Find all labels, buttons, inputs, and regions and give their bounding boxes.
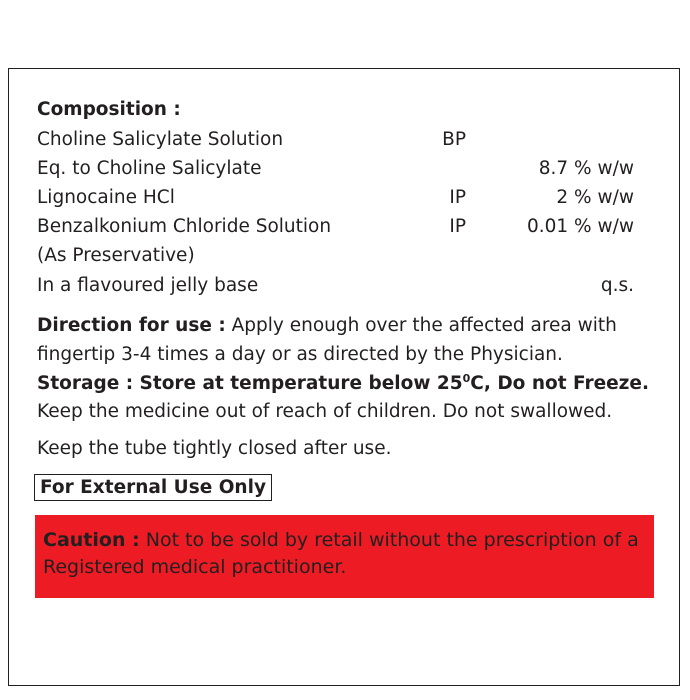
ingredient-name: In a flavoured jelly base [37, 275, 259, 296]
storage-suffix: C, Do not Freeze. [470, 373, 650, 394]
ingredient-name: Choline Salicylate Solution [37, 129, 284, 150]
composition-heading: Composition : [37, 99, 181, 120]
ingredient-quantity: 0.01 % w/w [526, 216, 634, 237]
ingredient-note: (As Preservative) [37, 245, 195, 266]
ingredient-standard: IP [449, 216, 466, 237]
caution-box [35, 515, 654, 598]
directions-line-1 [37, 314, 617, 338]
ingredient-name: Eq. to Choline Salicylate [37, 158, 262, 179]
ingredient-quantity: 2 % w/w [556, 187, 634, 208]
warning-children: Keep the medicine out of reach of children. Do not swallowed. [37, 401, 613, 422]
caution-label: Caution : [43, 529, 140, 551]
ingredient-quantity: q.s. [600, 275, 634, 296]
caution-text: Not to be sold by retail without the prescription of a Registered medical practitioner. [43, 529, 639, 578]
storage-line [37, 372, 649, 396]
storage-label: Storage : Store at temperature below 25 [37, 373, 463, 394]
ingredient-name: Lignocaine HCl [37, 187, 175, 208]
directions-line-2: fingertip 3-4 times a day or as directed by the Physician. [37, 344, 563, 365]
ingredient-quantity: 8.7 % w/w [538, 158, 634, 179]
tube-closure-note: Keep the tube tightly closed after use. [37, 438, 392, 459]
degree-symbol: 0 [462, 372, 471, 385]
ingredient-standard: IP [449, 187, 466, 208]
directions-text: Apply enough over the affected area with [225, 315, 617, 336]
external-use-badge: For External Use Only [34, 474, 272, 501]
directions-label: Direction for use : [37, 315, 226, 336]
ingredient-standard: BP [442, 129, 466, 150]
ingredient-name: Benzalkonium Chloride Solution [37, 216, 332, 237]
